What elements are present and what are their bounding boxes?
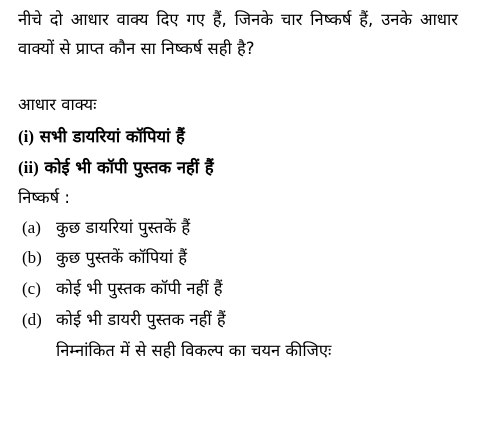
premise-1-marker: (i): [18, 127, 35, 146]
option-b-key: (b): [22, 248, 42, 267]
option-c-key: (c): [22, 279, 41, 298]
option-d-text: कोई भी डायरी पुस्तक नहीं हैं: [56, 310, 226, 329]
option-b: [22, 245, 187, 268]
option-a-text: कुछ डायरियां पुस्तकें हैं: [56, 218, 191, 237]
option-a: [22, 215, 190, 238]
option-d: [22, 307, 226, 330]
option-d-key: (d): [22, 310, 42, 329]
option-b-text: कुछ पुस्तकें कॉपियां हैं: [56, 248, 188, 267]
premise-1-text: सभी डायरियां कॉपियां हैं: [39, 127, 185, 146]
option-c: [22, 276, 223, 299]
instruction-text: निम्नांकित में से सही विकल्प का चयन कीजिएः: [56, 341, 332, 360]
question-text: नीचे दो आधार वाक्य दिए गए हैं, जिनके चार निष्कर्ष हैं, उनके आधार वाक्यों से प्राप्त कौन सा निष्कर्ष सही है?: [18, 10, 458, 58]
conclusions-heading: निष्कर्ष :: [18, 188, 70, 207]
premise-2-text: कोई भी कॉपी पुस्तक नहीं हैं: [44, 158, 214, 177]
option-c-text: कोई भी पुस्तक कॉपी नहीं हैं: [56, 279, 223, 298]
premise-2-marker: (ii): [18, 158, 39, 177]
premise-1: [18, 124, 185, 147]
option-a-key: (a): [22, 218, 41, 237]
premises-heading: आधार वाक्यः: [18, 95, 97, 114]
premise-2: [18, 155, 214, 178]
